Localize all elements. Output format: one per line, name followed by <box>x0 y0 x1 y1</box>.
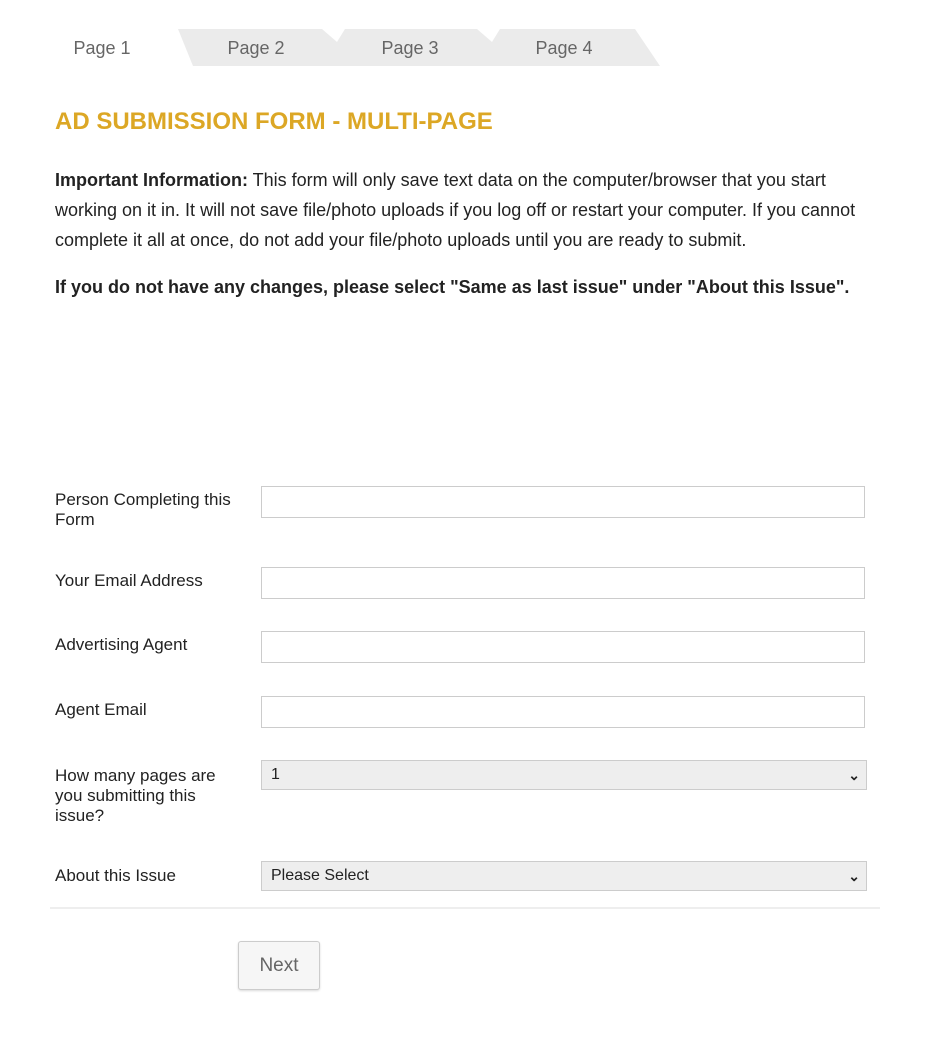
tab-page-1[interactable]: Page 1 <box>73 38 131 58</box>
page-tabs <box>0 29 700 67</box>
agent-email-label: Agent Email <box>55 700 147 719</box>
about-select[interactable] <box>261 861 867 891</box>
pages-select[interactable] <box>261 760 867 790</box>
chevron-down-icon: ⌄ <box>848 767 860 783</box>
info-label: Important Information: <box>55 170 248 190</box>
pages-label: How many pages are you submitting this issue? <box>55 766 216 825</box>
person-label: Person Completing this Form <box>55 490 231 529</box>
agent-label: Advertising Agent <box>55 635 188 654</box>
email-input[interactable] <box>261 567 865 599</box>
person-input[interactable] <box>261 486 865 518</box>
info-text: This form will only save text data on the computer/browser that you start working on it in. It will not save file/photo uploads if you log off or restart your computer. If you cannot complete it all at once, do not add your file/photo uploads until you are ready to submit. <box>55 170 856 250</box>
next-button[interactable]: Next <box>238 941 320 990</box>
page-title: AD SUBMISSION FORM - MULTI-PAGE <box>55 108 493 135</box>
agent-email-input[interactable] <box>261 696 865 728</box>
agent-input[interactable] <box>261 631 865 663</box>
about-label: About this Issue <box>55 866 176 885</box>
about-value: Please Select <box>271 867 369 884</box>
notice-text: If you do not have any changes, please select "Same as last issue" under "About this Issue". <box>55 277 850 297</box>
tab-page-2[interactable]: Page 2 <box>227 38 285 58</box>
email-label: Your Email Address <box>55 571 203 590</box>
pages-value: 1 <box>271 766 280 783</box>
chevron-down-icon: ⌄ <box>848 868 860 884</box>
tab-page-4[interactable]: Page 4 <box>535 38 593 58</box>
tab-page-3[interactable]: Page 3 <box>381 38 439 58</box>
important-info <box>55 165 875 255</box>
divider <box>50 907 880 909</box>
